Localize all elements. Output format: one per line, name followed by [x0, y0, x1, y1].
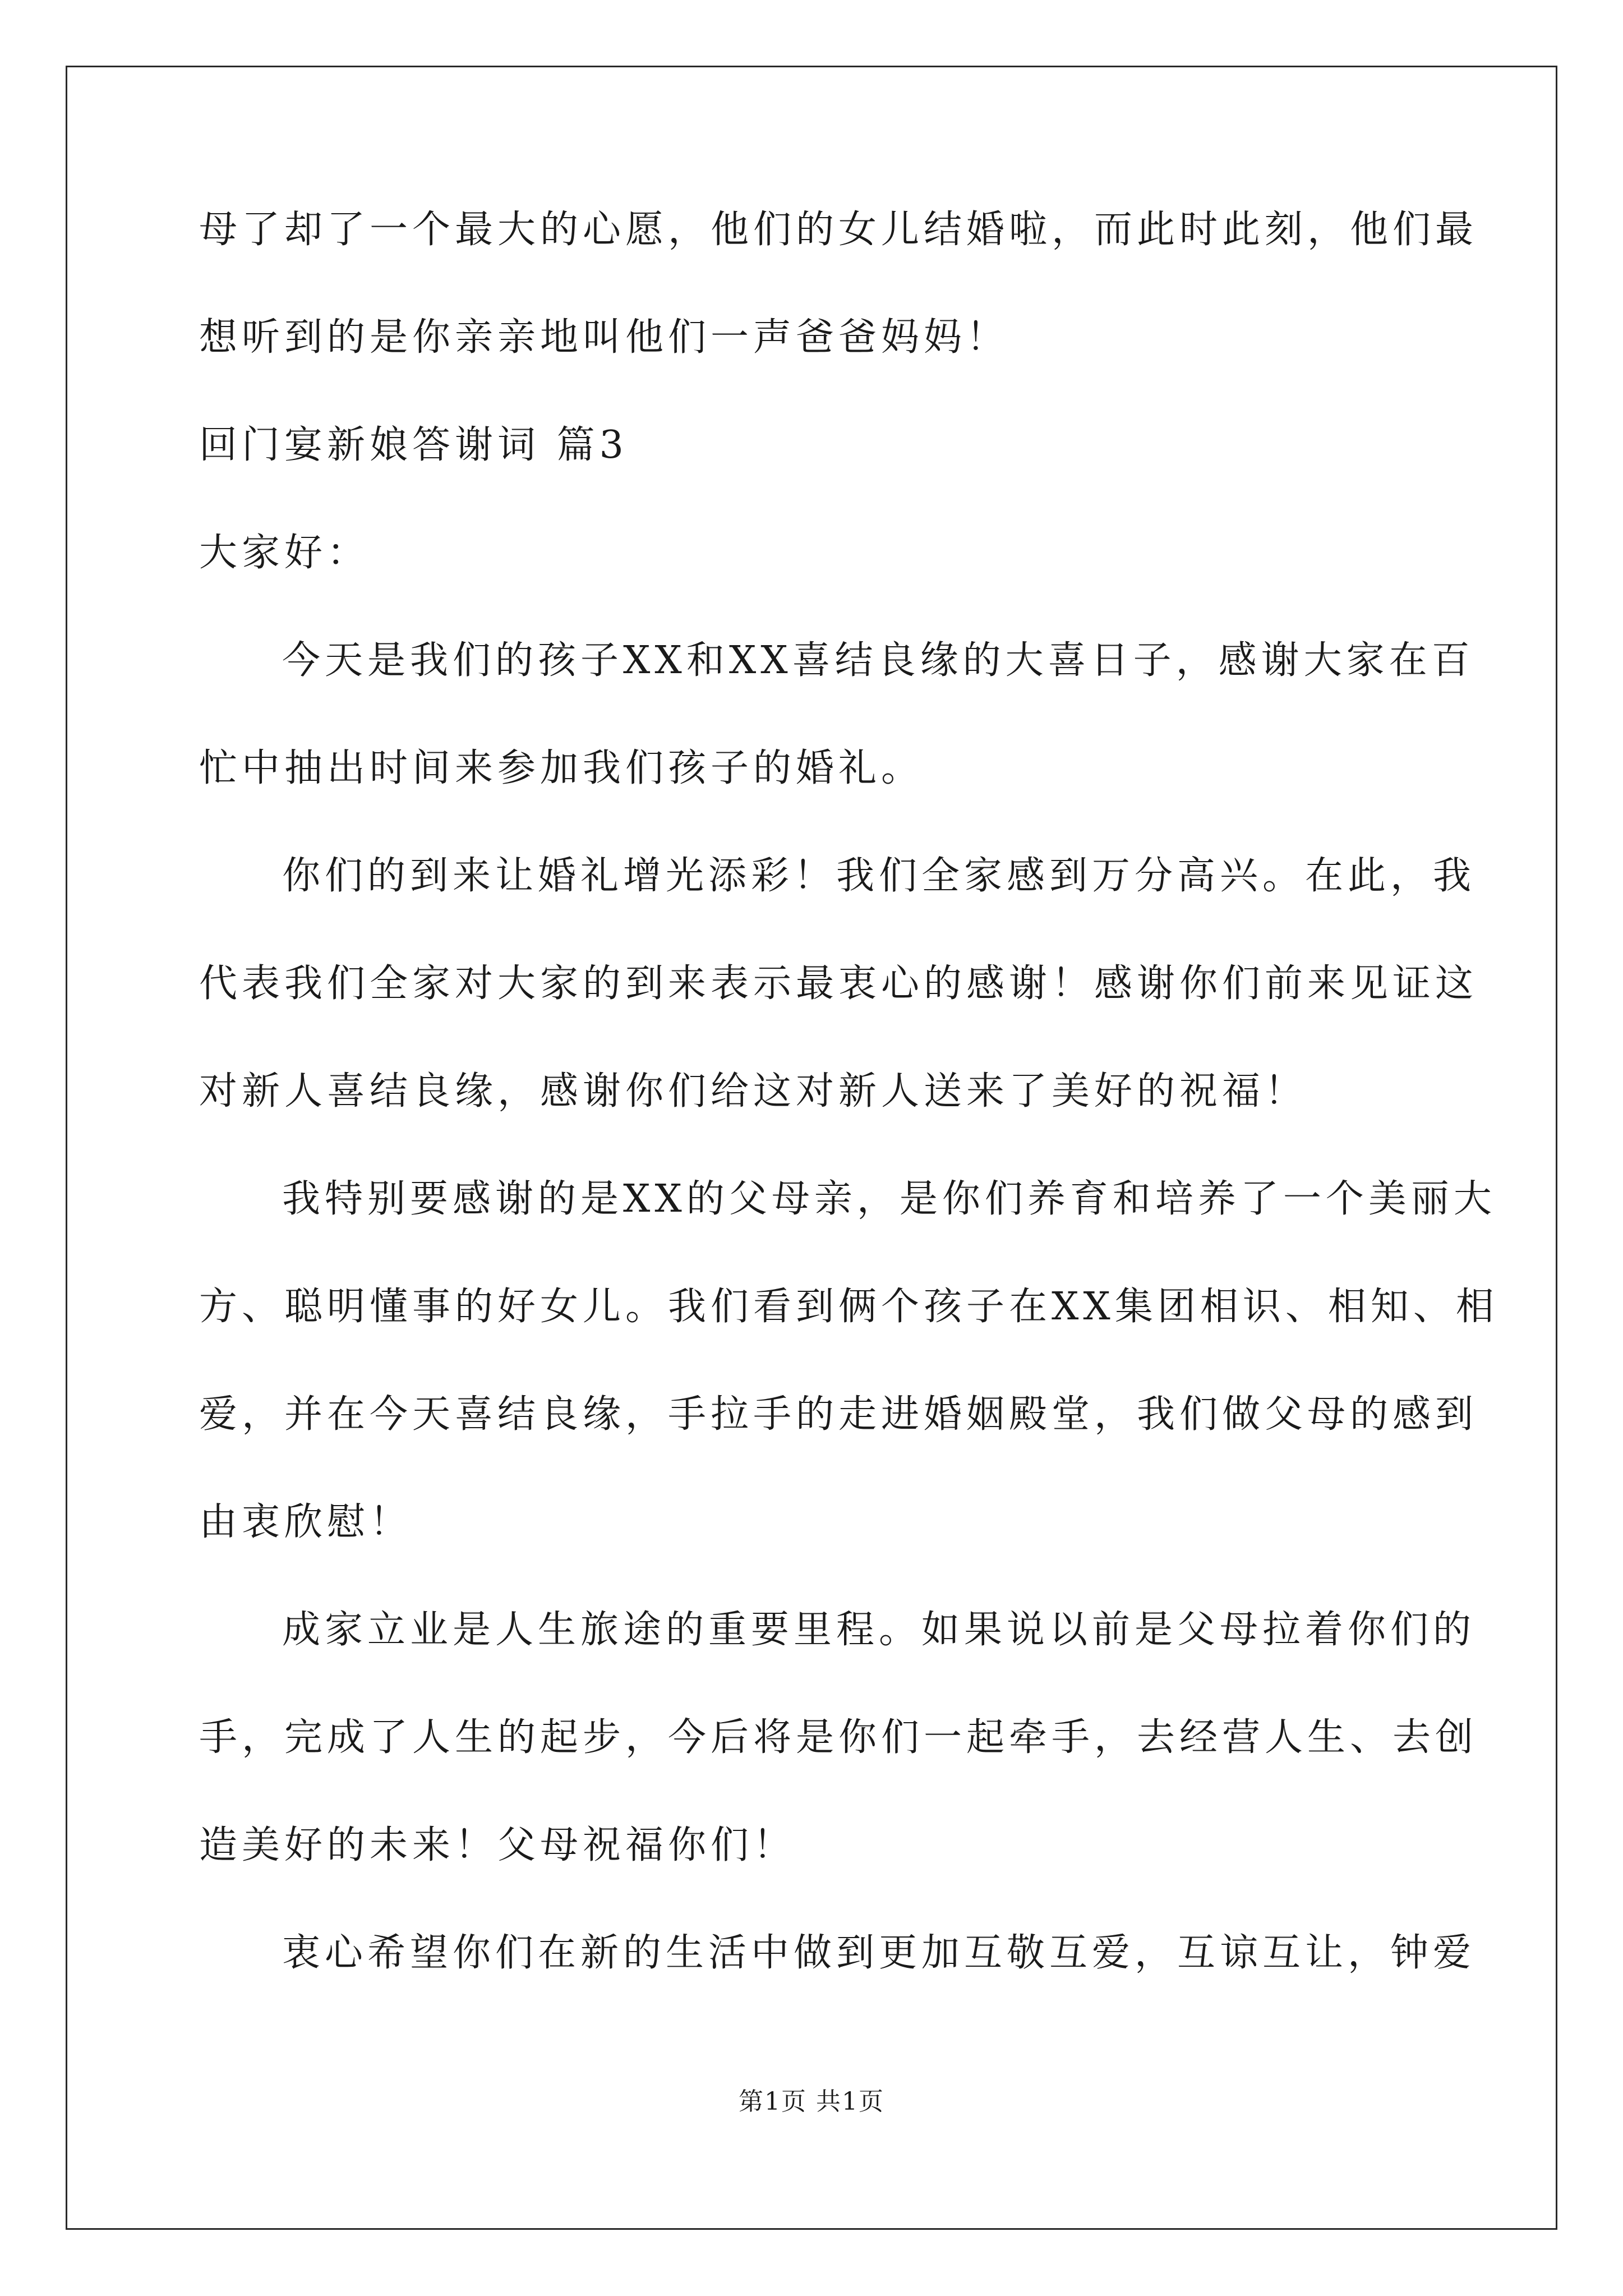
paragraph-line: 对新人喜结良缘，感谢你们给这对新人送来了美好的祝福！	[199, 1069, 1308, 1114]
page-border	[66, 66, 1557, 2230]
paragraph-line: 爱，并在今天喜结良缘，手拉手的走进婚姻殿堂，我们做父母的感到	[199, 1392, 1478, 1437]
paragraph-line: 你们的到来让婚礼增光添彩！我们全家感到万分高兴。在此，我	[282, 854, 1476, 898]
paragraph-line: 衷心希望你们在新的生活中做到更加互敬互爱，互谅互让，钟爱	[282, 1931, 1476, 1975]
paragraph-line: 手，完成了人生的起步，今后将是你们一起牵手，去经营人生、去创	[199, 1715, 1478, 1760]
paragraph-line: 代表我们全家对大家的到来表示最衷心的感谢！感谢你们前来见证这	[199, 961, 1478, 1006]
paragraph-line: 由衷欣慰！	[199, 1500, 413, 1544]
page-number-footer: 第1页 共1页	[739, 2087, 884, 2116]
paragraph-line: 我特别要感谢的是XX的父母亲，是你们养育和培养了一个美丽大	[282, 1177, 1496, 1221]
paragraph-line: 方、聪明懂事的好女儿。我们看到俩个孩子在XX集团相识、相知、相	[199, 1285, 1498, 1329]
section-heading: 回门宴新娘答谢词 篇3	[199, 423, 628, 467]
paragraph-line: 想听到的是你亲亲地叫他们一声爸爸妈妈！	[199, 315, 1009, 360]
paragraph-line: 忙中抽出时间来参加我们孩子的婚礼。	[199, 746, 924, 790]
paragraph-line: 造美好的未来！父母祝福你们！	[199, 1823, 796, 1867]
paragraph-line: 母了却了一个最大的心愿，他们的女儿结婚啦，而此时此刻，他们最	[199, 208, 1478, 252]
greeting: 大家好：	[199, 531, 370, 575]
paragraph-line: 今天是我们的孩子XX和XX喜结良缘的大喜日子，感谢大家在百	[282, 638, 1474, 683]
paragraph-line: 成家立业是人生旅途的重要里程。如果说以前是父母拉着你们的	[282, 1608, 1476, 1652]
